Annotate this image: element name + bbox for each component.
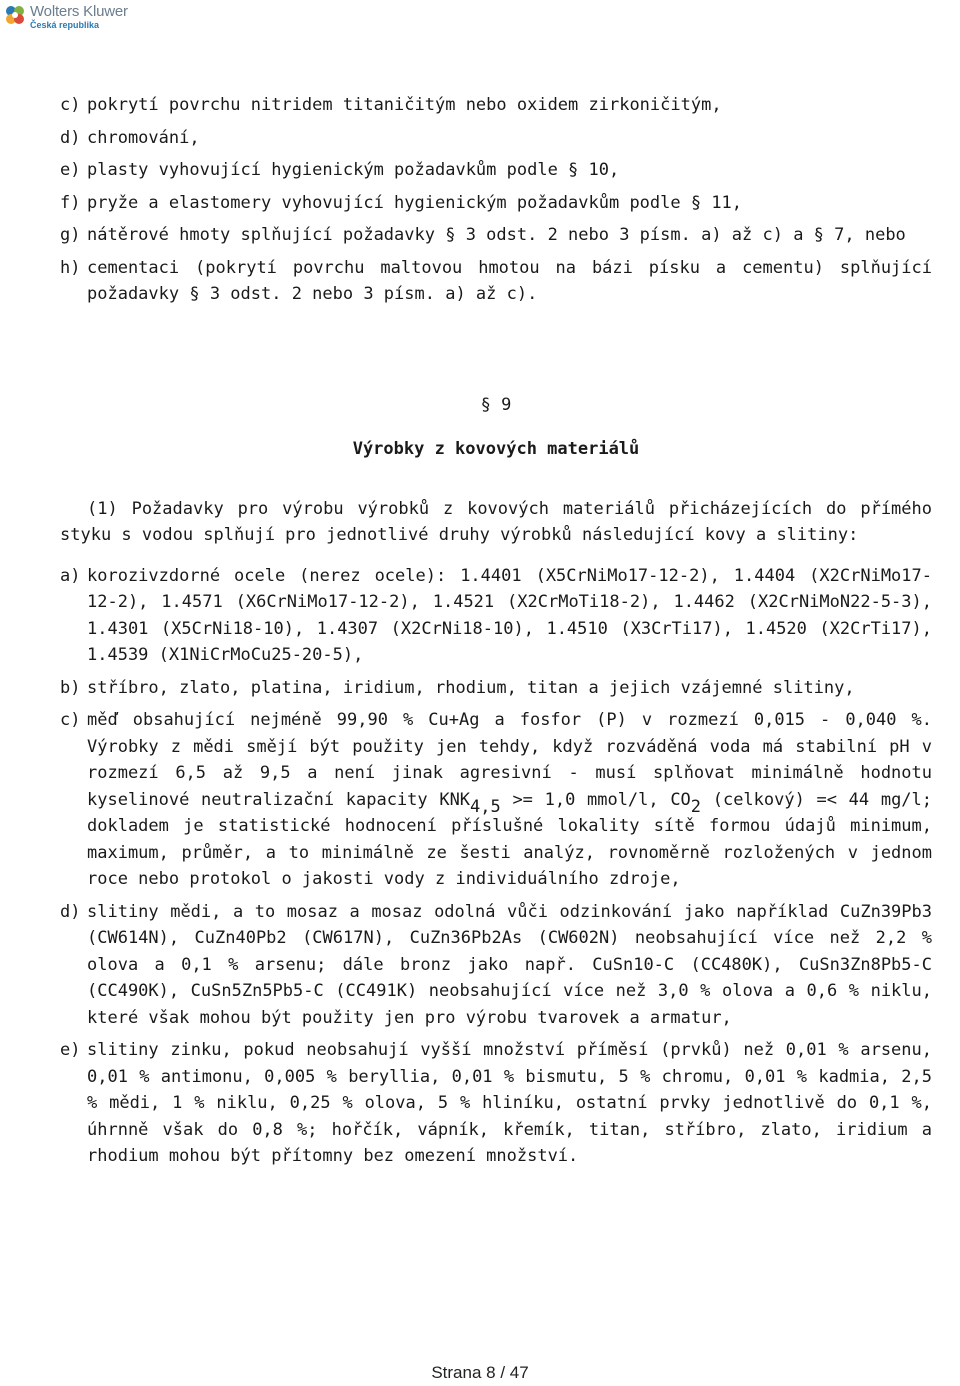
list-marker: f) [60,192,81,213]
list-item [60,707,932,893]
list-marker: b) [60,677,81,698]
document-body [60,92,932,1170]
list-marker: g) [60,225,81,245]
list-item [60,1037,932,1170]
list-item [60,190,932,217]
section-paragraph: (1) Požadavky pro výrobu výrobků z kovových materiálů přicházejících do přímého styku s vodou splňují pro jednotlivé druhy výrobků následující kovy a slitiny: [60,498,932,545]
list-item [60,675,932,702]
list-marker: d) [60,901,81,922]
list-marker: e) [60,160,81,180]
list-text: plasty vyhovující hygienickým požadavkům podle § 10, [87,160,620,180]
list-marker: h) [60,257,81,278]
list-marker: c) [60,95,81,115]
list-text: slitiny zinku, pokud neobsahují vyšší množství příměsí (prvků) než 0,01 % arsenu, 0,01 % antimonu, 0,005 % beryllia, 0,01 % bismutu, 5 % chromu, 0,01 % kadmia, 2,5 % mědi, 1 % niklu, 0,25 % olova, 5 % hliníku, ostatní prvky jednotlivě do 0,1 %, úhrnně však do 0,8 %; hořčík, vápník, křemík, titan, stříbro, zlato, iridium a rhodium mohou být přítomny bez omezení množství. [87,1040,932,1166]
brand-name: Wolters Kluwer [30,3,128,20]
material-list-top [60,92,932,308]
list-item [60,222,932,249]
list-item [60,563,932,669]
wolters-kluwer-logo [4,4,128,30]
list-text: pryže a elastomery vyhovující hygienickým požadavkům podle § 11, [87,192,743,213]
list-text: pokrytí povrchu nitridem titaničitým nebo oxidem zirkoničitým, [87,95,722,115]
list-item [60,899,932,1032]
list-text-part: >= 1,0 mmol/l, CO [500,789,691,810]
wolters-kluwer-logo-icon [4,4,26,26]
list-marker: c) [60,710,81,730]
list-text: slitiny mědi, a to mosaz a mosaz odolná vůči odzinkování jako například CuZn39Pb3 (CW614N), CuZn40Pb2 (CW617N), CuZn36Pb2As (CW602N) neobsahující více než 2,2 % olova a 0,1 % arsenu; dále bronz jako např. CuSn10-C (CC480K), CuSn3Zn8Pb5-C (CC490K), CuSn5Zn5Pb5-C (CC491K) neobsahující více než 3,0 % olova a 0,6 % niklu, které však mohou být použity jen pro výrobu tvarovek a armatur, [87,901,932,1028]
list-text: nátěrové hmoty splňující požadavky § 3 odst. 2 nebo 3 písm. a) až c) a § 7, nebo [87,225,906,245]
subscript: 2 [690,796,702,817]
list-text: chromování, [87,127,200,148]
list-item [60,92,932,119]
list-marker: e) [60,1040,81,1060]
subscript: 4,5 [470,796,501,817]
list-text: korozivzdorné ocele (nerez ocele): 1.4401 (X5CrNiMo17-12-2), 1.4404 (X2CrNiMo17-12-2), 1.4571 (X6CrNiMo17-12-2), 1.4521 (X2CrMoTi18-2), 1.4462 (X2CrNiMoN22-5-3), 1.4301 (X5CrNi18-10), 1.4307 (X2CrNi18-10), 1.4510 (X3CrTi17), 1.4520 (X2CrTi17), 1.4539 (X1NiCrMoCu25-20-5), [87,565,932,665]
list-text: cementaci (pokrytí povrchu maltovou hmotou na bázi písku a cementu) splňující požadavky § 3 odst. 2 nebo 3 písm. a) až c). [87,257,932,304]
list-item [60,125,932,152]
list-text: stříbro, zlato, platina, iridium, rhodium, titan a jejich vzájemné slitiny, [87,677,855,698]
page-number: Strana 8 / 47 [431,1363,529,1382]
list-text [87,710,932,889]
section-title: Výrobky z kovových materiálů [352,438,640,459]
list-marker: d) [60,127,81,148]
list-item [60,255,932,308]
list-text-part: měď obsahující nejméně 99,90 % Cu+Ag a fosfor (P) v rozmezí 0,015 - 0,040 %. Výrobky z mědi smějí být použity jen tehdy, když rozváděná voda má stabilní pH v rozmezí 6,5 až 9,5 a není jinak agresivní - musí splňovat minimálně hodnotu kyselinové neutralizační kapacity KNK [87,710,932,810]
section-number: § 9 [480,394,512,415]
list-marker: a) [60,565,81,586]
list-item [60,157,932,184]
list-text-part: (celkový) =< 44 mg/l; dokladem je statistické hodnocení příslušné lokality sítě formou údajů minimum, maximum, průměr, a to minimálně ze šesti analýz, rovnoměrně rozložených v jednom roce nebo protokol o jakosti vody z individuálního zdroje, [87,789,933,889]
brand-subtitle: Česká republika [30,20,100,30]
